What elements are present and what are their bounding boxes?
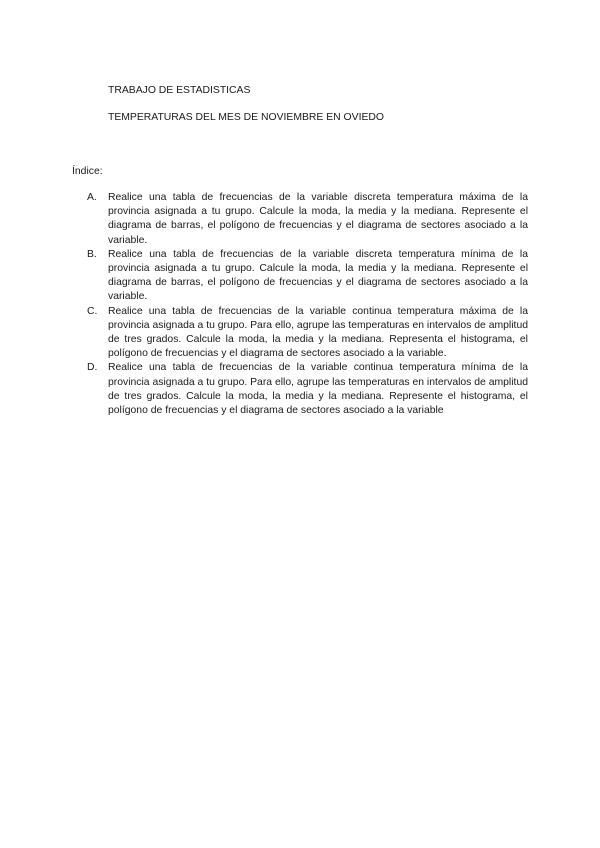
task-text: Realice una tabla de frecuencias de la variable continua temperatura máxima de la provincia asignada a tu grupo. Para ello, agrupe las temperaturas en intervalos de amplitud de tres grados. Calcule la moda, la media y la mediana. Representa el histograma, el polígono de frecuencias y el diagrama de sectores asociado a la variable. <box>108 305 528 360</box>
task-marker: A. <box>87 192 97 203</box>
task-marker: C. <box>87 305 98 317</box>
task-item-c <box>87 305 528 362</box>
task-list <box>87 191 528 418</box>
task-text: Realice una tabla de frecuencias de la variable continua temperatura mínima de la provincia asignada a tu grupo. Para ello, agrupe las temperaturas en intervalos de amplitud de tres grados. Calcule la moda, la media y la mediana. Represente el histograma, el polígono de frecuencias y el diagrama de sectores asociado a la variable <box>108 362 528 417</box>
task-marker: B. <box>87 248 97 260</box>
document-subtitle: TEMPERATURAS DEL MES DE NOVIEMBRE EN OVIEDO <box>108 112 384 123</box>
task-item-a <box>87 191 528 248</box>
document-title: TRABAJO DE ESTADISTICAS <box>108 85 251 96</box>
task-item-d <box>87 361 528 418</box>
index-label: Índice: <box>72 166 103 177</box>
task-item-b <box>87 248 528 305</box>
task-text: Realice una tabla de frecuencias de la variable discreta temperatura máxima de la provincia asignada a tu grupo. Calcule la moda, la media y la mediana. Represente el diagrama de barras, el polígono de frecuencias y el diagrama de sectores asociado a la variable. <box>108 192 528 246</box>
task-text: Realice una tabla de frecuencias de la variable discreta temperatura mínima de la provincia asignada a tu grupo. Calcule la moda, la media y la mediana. Represente el diagrama de barras, el polígono de frecuencias y el diagrama de sectores asociado a la variable. <box>108 248 528 303</box>
task-marker: D. <box>87 362 98 374</box>
